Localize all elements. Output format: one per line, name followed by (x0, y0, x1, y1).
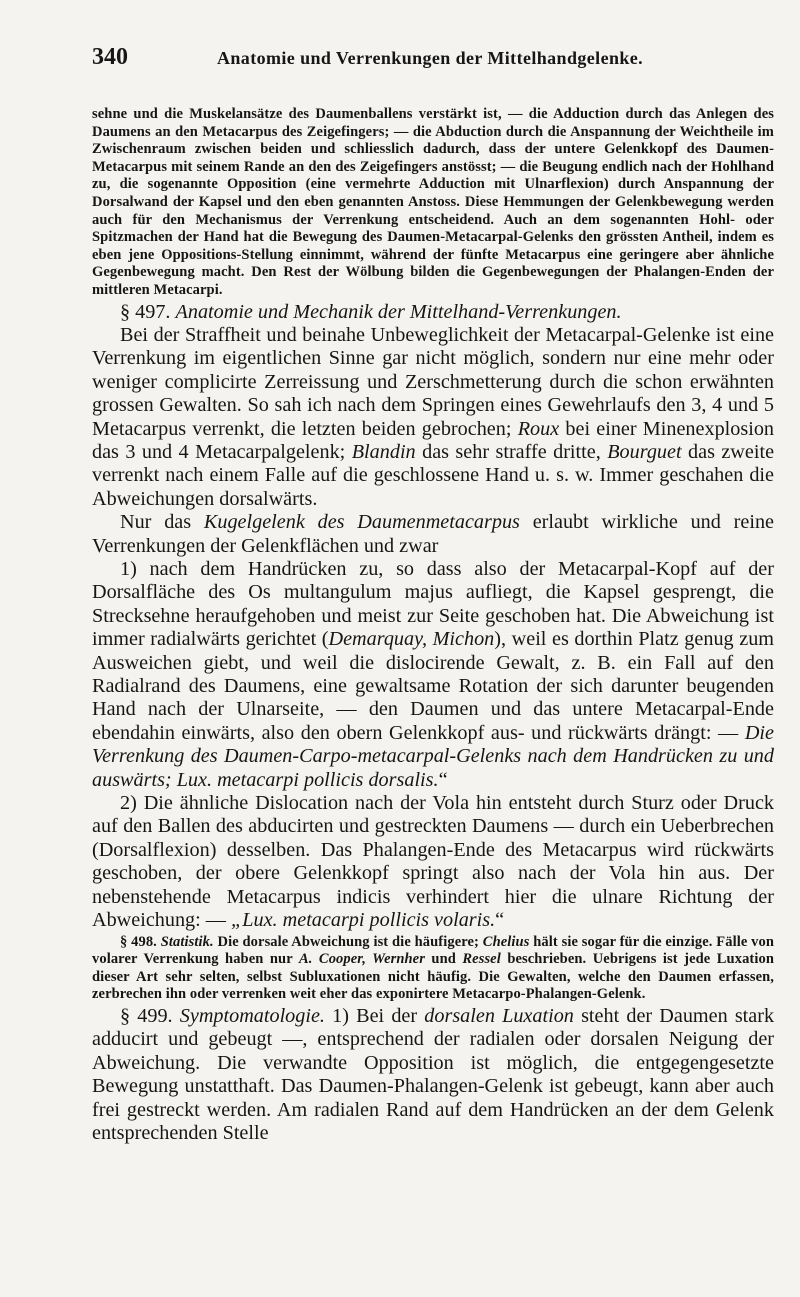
text-run: steht der Daumen stark adducirt und gebeugt —, entsprechend der radialen oder dorsalen Neigung der Abweichung. Die verwandte Opposition ist möglich, die entgegengesetzte Bewegung unstatthaft. Das Daumen-Phalangen-Gelenk ist gebeugt, kann aber auch frei gestreckt werden. Am radialen Rand auf dem Handrücken an der dem Gelenk entsprechenden Stelle (92, 1004, 775, 1144)
author-chelius: Chelius (482, 933, 530, 950)
author-roux: Roux (517, 417, 560, 440)
term-lux-dorsalis: Die Verrenkung des Daumen-Carpo-metacarpal-Gelenks nach dem Handrücken zu und auswärts; Lux. metacarpi pollicis dorsalis. (92, 721, 774, 791)
text-run: erlaubt wirkliche und reine Verrenkungen der Gelenkflächen und zwar (92, 511, 774, 557)
paragraph-volar-dislocation (92, 792, 774, 932)
term-dorsale-luxation: dorsalen Luxation (424, 1004, 574, 1027)
section-title: Statistik. (160, 933, 214, 950)
page-number: 340 (92, 44, 128, 70)
section-499-symptomatologie (92, 1005, 774, 1145)
text-run: 1) nach dem Handrücken zu, so dass also der Metacarpal-Kopf auf der Dorsalfläche des Os multangulum majus aufliegt, die Kapsel gesprengt, die Strecksehne heraufgehoben und meist zur Seite geschoben hat. Die Abweichung ist immer radialwärts gerichtet ( (92, 558, 774, 651)
term-lux-volaris: „Lux. metacarpi pollicis volaris. (231, 909, 496, 932)
running-title: Anatomie und Verrenkungen der Mittelhandgelenke. (217, 48, 644, 68)
paragraph-continuation (92, 106, 774, 300)
closing-quote: “ (495, 909, 505, 932)
text-run: Nur das (120, 511, 192, 534)
text-run: hält sie sogar für die einzige. Fälle von volarer Verrenkung haben nur (92, 933, 775, 968)
text-run: Die dorsale Abweichung ist die häufigere; (217, 933, 479, 950)
paragraph-dorsal-dislocation (92, 558, 774, 792)
term-kugelgelenk: Kugelgelenk des Daumenmetacarpus (203, 511, 520, 534)
section-number: § 499. (120, 1004, 173, 1027)
author-bourguet: Bourguet (607, 440, 682, 463)
text-run: und (431, 951, 456, 968)
paragraph-straffheit (92, 324, 774, 511)
text-run: ), weil es dorthin Platz genug zum Ausweichen giebt, und weil die dislocirende Gewalt, z. B. ein Fall auf den Radialrand des Daumens, eine gewaltsame Rotation der sich darunter beugenden Hand nach der Ulnarseite, — den Daumen und das untere Metacarpal-Ende ebendahin einwärts, also den obern Gelenkkopf aus- und rückwärts drängt: — (92, 628, 774, 744)
text-run: bei einer Minenexplosion das 3 und 4 Metacarpalgelenk; (92, 417, 775, 463)
authors-cooper-wernher: A. Cooper, Wernher (298, 951, 425, 968)
text-run: das zweite verrenkt nach einem Falle auf die geschlossene Hand u. s. w. Immer geschahen die Abweichungen dorsalwärts. (92, 440, 775, 510)
text-run: 1) Bei der (332, 1004, 418, 1027)
section-number: § 498. (120, 933, 157, 950)
section-number: § 497. (120, 300, 171, 323)
paragraph-kugelgelenk (92, 511, 774, 558)
authors-demarquay-michon: Demarquay, Michon (328, 628, 495, 651)
author-ressel: Ressel (462, 951, 501, 968)
text-run: das sehr straffe dritte, (422, 440, 601, 463)
section-498-statistik (92, 934, 774, 1004)
author-blandin: Blandin (351, 440, 416, 463)
text-run: 2) Die ähnliche Dislocation nach der Vola hin entsteht durch Sturz oder Druck auf den Ballen des abducirten und gestreckten Daumens — durch ein Ueberbrechen (Dorsalflexion) desselben. Das Phalangen-Ende des Metacarpus wird rückwärts geschoben, der obere Gelenkkopf springt also nach der Vola hin aus. Der nebenstehende Metacarpus indicis verhindert hier die ulnare Richtung der Abweichung: — (92, 792, 774, 932)
paragraph-text: sehne und die Muskelansätze des Daumenballens verstärkt ist, — die Adduction durch das Anlegen des Daumens an den Metacarpus des Zeigefingers; — die Abduction durch die Anspannung der Weichtheile im Zwischenraum zwischen beiden und schliesslich dadurch, dass der untere Gelenkkopf des Daumen-Metacarpus mit seinem Rande an den des Zeigefingers anstösst; — die Beugung endlich nach der Hohlhand zu, die sogenannte Opposition (eine vermehrte Adduction mit Ulnarflexion) durch Anspannung der Dorsalwand der Kapsel und den eben genannten Anstoss. Diese Hemmungen der Gelenkbewegung werden auch für den Mechanismus der Verrenkung entscheidend. Auch an dem sogenannten Hohl- oder Spitzmachen der Hand hat die Bewegung des Daumen-Metacarpal-Gelenks den grössten Antheil, indem es eben jene Oppositions-Stellung einnimmt, während der fünfte Metacarpus eine geringere aber ähnliche Gegenbewegung macht. Den Rest der Wölbung bilden die Gegenbewegungen der Phalangen-Enden der mittleren Metacarpi. (92, 106, 774, 298)
section-title: Symptomatologie. (179, 1004, 325, 1027)
closing-quote: “ (438, 768, 448, 791)
section-title: Anatomie und Mechanik der Mittelhand-Verrenkungen. (175, 300, 622, 323)
text-run: Bei der Straffheit und beinahe Unbeweglichkeit der Metacarpal-Gelenke ist eine Verrenkung im eigentlichen Sinne gar nicht möglich, sondern nur eine mehr oder weniger complicirte Zerreissung und Zerschmetterung durch die schon erwähnten grossen Gewalten. So sah ich nach dem Springen eines Gewehrlaufs den 3, 4 und 5 Metacarpus verrenkt, die letzten beiden gebrochen; (92, 323, 774, 440)
page-header (92, 44, 774, 84)
section-497-heading (92, 301, 774, 324)
text-run: beschrieben. Uebrigens ist jede Luxation dieser Art sehr selten, selbst Subluxationen nicht häufig. Die Gewalten, welche den Daumen erfassen, zerbrechen ihn oder verrenken weit eher das exponirtere Metacarpo-Phalangen-Gelenk. (92, 951, 774, 1003)
